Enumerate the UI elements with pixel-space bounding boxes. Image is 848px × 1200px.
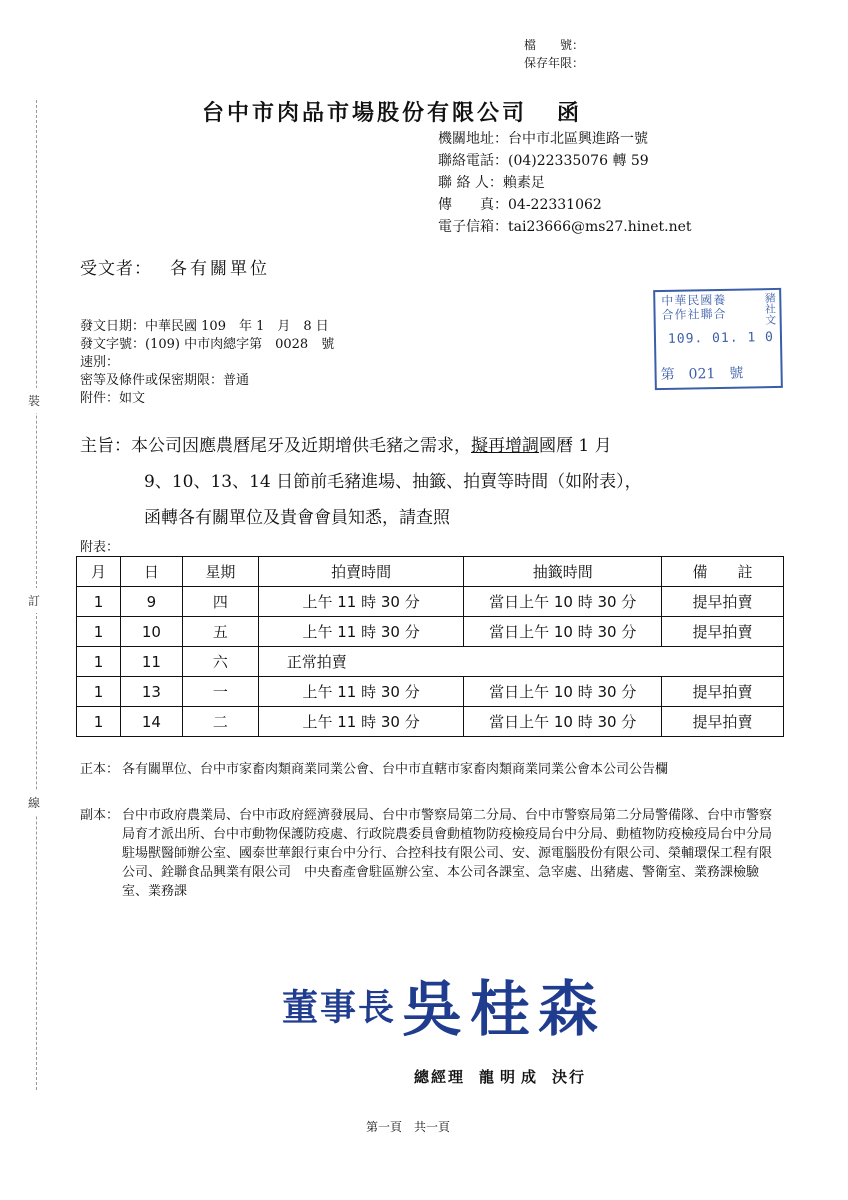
contact-address: 機關地址：台中市北區興進路一號 xyxy=(438,131,648,147)
gm-action: 決行 xyxy=(552,1068,587,1086)
binding-mark: 訂 xyxy=(28,588,40,613)
issue-number: 發文字號：(109) 中市肉總字第 0028 號 xyxy=(80,337,335,352)
retention-label: 保存年限： xyxy=(524,56,585,70)
gm-title: 總經理 xyxy=(414,1068,466,1086)
contact-email: 電子信箱：tai23666@ms27.hinet.net xyxy=(438,219,692,235)
normal-auction-cell: 正常拍賣 xyxy=(258,647,783,677)
chairman-signature xyxy=(282,962,606,1048)
header-weekday: 星期 xyxy=(182,557,258,587)
page-footer: 第一頁 共一頁 xyxy=(366,1120,451,1134)
copy-text: 台中市政府農業局、台中市政府經濟發展局、台中市警察局第二分局、台中市警察局第二分局警備隊、台中市警察局育才派出所、台中市動物保護防疫處、行政院農委員會動植物防疫檢疫局台中分局、動植物防疫檢疫局台中分局駐場獸醫師辦公室、國泰世華銀行東台中分行、合控科技有限公司、安、源電腦股份有限公司、榮輔環保工程有限公司、銓聯食品興業有限公司 中央畜產會駐區辦公室、本公司各課室、急宰處、出豬處、警衛室、業務課檢驗室、業務課 xyxy=(122,808,773,899)
document-type: 函 xyxy=(557,100,583,126)
attachment: 附件：如文 xyxy=(80,391,146,406)
copy-recipients xyxy=(80,806,780,901)
stamp-line-2: 合作社聯合 xyxy=(661,306,727,322)
subject-label: 主旨： xyxy=(80,436,131,456)
table-row: 1 14 二 上午 11 時 30 分 當日上午 10 時 30 分 提早拍賣 xyxy=(77,707,784,737)
issue-date: 發文日期：中華民國 109 年 1 月 8 日 xyxy=(80,319,329,334)
table-row: 1 11 六 正常拍賣 xyxy=(77,647,784,677)
table-row: 1 13 一 上午 11 時 30 分 當日上午 10 時 30 分 提早拍賣 xyxy=(77,677,784,707)
table-row: 1 10 五 上午 11 時 30 分 當日上午 10 時 30 分 提早拍賣 xyxy=(77,617,784,647)
gm-name: 龍明成 xyxy=(479,1068,543,1086)
original-text: 各有關單位、台中市家畜肉類商業同業公會、台中市直轄市家畜肉類商業同業公會本公司公告欄 xyxy=(122,762,669,777)
recipient xyxy=(80,254,270,279)
document-title xyxy=(202,96,582,127)
subject-line-1: 主旨：本公司因應農曆尾牙及近期增供毛豬之需求，擬再增調國曆 1 月 xyxy=(80,436,612,456)
received-stamp xyxy=(653,288,783,390)
header-day: 日 xyxy=(120,557,182,587)
header-auction-time: 拍賣時間 xyxy=(258,557,464,587)
urgency: 速別： xyxy=(80,355,120,370)
subject-line-3: 函轉各有關單位及貴會會員知悉，請查照 xyxy=(144,508,450,528)
original-recipients xyxy=(80,760,780,779)
organization-name: 台中市肉品市場股份有限公司 xyxy=(202,100,528,126)
copy-label: 副本： xyxy=(80,808,120,823)
subject xyxy=(80,428,800,536)
recipient-value: 各有關單位 xyxy=(170,259,270,279)
stamp-line-1: 中華民國養 xyxy=(661,292,727,308)
stamp-number: 第 021 號 xyxy=(660,365,744,384)
chairman-title: 董事長 xyxy=(282,986,397,1029)
contact-block xyxy=(438,128,692,238)
original-label: 正本： xyxy=(80,762,120,777)
contact-fax: 傳 真：04-22331062 xyxy=(438,197,602,213)
header-draw-time: 抽籤時間 xyxy=(464,557,662,587)
binding-mark: 線 xyxy=(28,790,40,815)
file-number-label: 檔 號： xyxy=(524,38,585,52)
stamp-date: 109. 01. 1 0 xyxy=(667,330,775,347)
chairman-name: 吳桂森 xyxy=(402,975,607,1045)
subject-line-2: 9、10、13、14 日節前毛豬進場、抽籤、拍賣等時間（如附表）， xyxy=(144,472,642,492)
binding-mark: 裝 xyxy=(28,388,40,413)
general-manager-line xyxy=(414,1066,586,1087)
header-month: 月 xyxy=(77,557,121,587)
schedule-table xyxy=(76,556,784,737)
contact-phone: 聯絡電話：(04)22335076 轉 59 xyxy=(438,153,649,169)
confidentiality: 密等及條件或保密期限：普通 xyxy=(80,373,250,388)
recipient-label: 受文者： xyxy=(80,259,152,279)
file-info xyxy=(524,36,584,72)
header-note: 備 註 xyxy=(662,557,784,587)
contact-person: 聯 絡 人：賴素足 xyxy=(438,175,545,191)
table-header-row xyxy=(77,557,784,587)
stamp-side: 豬社文 xyxy=(763,291,777,326)
table-label: 附表： xyxy=(80,540,120,555)
document-meta xyxy=(80,318,334,408)
table-row: 1 9 四 上午 11 時 30 分 當日上午 10 時 30 分 提早拍賣 xyxy=(77,587,784,617)
